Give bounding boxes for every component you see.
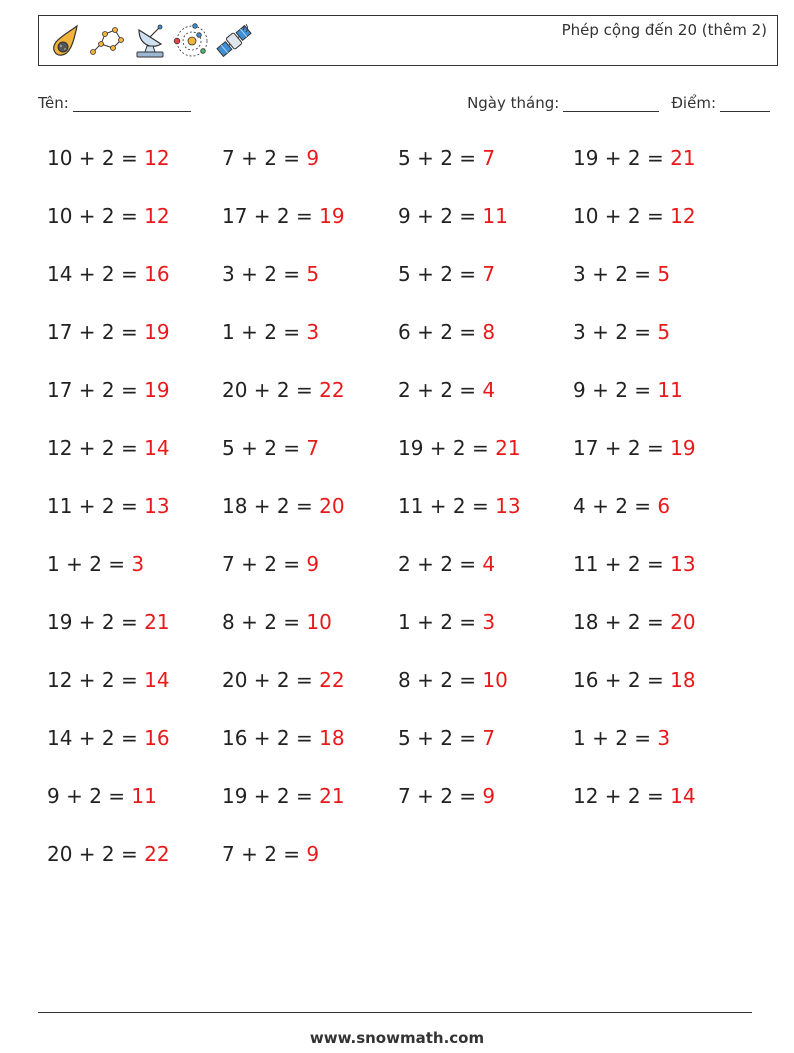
problem-question: 17 + 2 = [573, 436, 664, 460]
problem-item [573, 610, 696, 634]
problem-item [573, 552, 696, 576]
problem-question: 5 + 2 = [398, 726, 477, 750]
problem-question: 1 + 2 = [398, 610, 477, 634]
problem-answer: 4 [482, 552, 496, 576]
problem-answer: 13 [495, 494, 521, 518]
problem-item [573, 320, 670, 344]
problem-question: 8 + 2 = [398, 668, 477, 692]
problem-answer: 22 [319, 378, 345, 402]
problem-item [398, 668, 508, 692]
problem-question: 12 + 2 = [47, 668, 138, 692]
problem-question: 9 + 2 = [398, 204, 477, 228]
problem-question: 3 + 2 = [222, 262, 301, 286]
problem-question: 18 + 2 = [573, 610, 664, 634]
problem-item [47, 842, 170, 866]
problem-answer: 5 [657, 320, 671, 344]
problem-question: 9 + 2 = [573, 378, 652, 402]
problem-item [222, 552, 319, 576]
problem-question: 5 + 2 = [398, 146, 477, 170]
problem-item [398, 204, 508, 228]
problem-question: 16 + 2 = [573, 668, 664, 692]
problem-item [47, 262, 170, 286]
problem-answer: 21 [144, 610, 170, 634]
problem-answer: 6 [657, 494, 671, 518]
problem-answer: 7 [482, 146, 496, 170]
problem-item [398, 436, 521, 460]
problem-answer: 14 [670, 784, 696, 808]
problem-question: 3 + 2 = [573, 320, 652, 344]
problem-item [47, 552, 144, 576]
problem-question: 18 + 2 = [222, 494, 313, 518]
problem-item [47, 146, 170, 170]
problem-item [573, 204, 696, 228]
problem-answer: 3 [657, 726, 671, 750]
problem-question: 14 + 2 = [47, 262, 138, 286]
name-blank [73, 95, 191, 112]
problem-item [47, 610, 170, 634]
problem-answer: 19 [319, 204, 345, 228]
header-box [38, 15, 778, 66]
problem-question: 10 + 2 = [47, 146, 138, 170]
problem-answer: 19 [670, 436, 696, 460]
problem-question: 3 + 2 = [573, 262, 652, 286]
problem-answer: 9 [306, 842, 320, 866]
problem-answer: 7 [482, 262, 496, 286]
problem-item [222, 146, 319, 170]
problem-item [573, 262, 670, 286]
problem-item [398, 494, 521, 518]
problem-question: 19 + 2 = [573, 146, 664, 170]
problem-question: 7 + 2 = [222, 842, 301, 866]
problem-item [222, 784, 345, 808]
problem-item [573, 726, 670, 750]
worksheet-meta [38, 94, 770, 118]
problem-item [47, 436, 170, 460]
name-field [38, 94, 191, 112]
problem-answer: 3 [482, 610, 496, 634]
problem-item [222, 320, 319, 344]
problem-answer: 16 [144, 262, 170, 286]
worksheet-title: Phép cộng đến 20 (thêm 2) [561, 21, 767, 39]
problem-answer: 9 [306, 552, 320, 576]
problem-answer: 19 [144, 320, 170, 344]
problem-question: 1 + 2 = [222, 320, 301, 344]
problem-answer: 5 [306, 262, 320, 286]
problem-question: 1 + 2 = [573, 726, 652, 750]
problem-item [222, 204, 345, 228]
problem-item [398, 726, 495, 750]
problem-answer: 20 [319, 494, 345, 518]
date-blank [563, 95, 659, 112]
problem-item [398, 262, 495, 286]
problem-question: 11 + 2 = [47, 494, 138, 518]
problem-answer: 12 [144, 146, 170, 170]
problem-question: 19 + 2 = [222, 784, 313, 808]
problem-question: 12 + 2 = [47, 436, 138, 460]
problem-question: 16 + 2 = [222, 726, 313, 750]
problem-item [222, 668, 345, 692]
problem-answer: 7 [306, 436, 320, 460]
problem-item [222, 610, 332, 634]
satellite-dish-icon [131, 22, 169, 60]
problem-question: 17 + 2 = [47, 378, 138, 402]
problem-question: 19 + 2 = [47, 610, 138, 634]
problem-question: 5 + 2 = [398, 262, 477, 286]
comet-icon [47, 22, 85, 60]
problem-question: 20 + 2 = [222, 668, 313, 692]
problem-answer: 11 [482, 204, 508, 228]
date-score-fields [467, 94, 770, 112]
problem-item [573, 494, 670, 518]
problem-question: 9 + 2 = [47, 784, 126, 808]
problem-item [398, 610, 495, 634]
score-label: Điểm: [671, 94, 716, 112]
problem-item [222, 262, 319, 286]
problem-answer: 21 [319, 784, 345, 808]
problem-answer: 18 [670, 668, 696, 692]
problem-item [47, 668, 170, 692]
problem-answer: 12 [144, 204, 170, 228]
problem-answer: 7 [482, 726, 496, 750]
problem-item [47, 784, 157, 808]
problem-answer: 22 [319, 668, 345, 692]
problem-item [398, 784, 495, 808]
problem-question: 5 + 2 = [222, 436, 301, 460]
problem-answer: 4 [482, 378, 496, 402]
problem-item [398, 320, 495, 344]
problem-answer: 18 [319, 726, 345, 750]
problem-item [47, 204, 170, 228]
problem-item [573, 436, 696, 460]
problem-question: 11 + 2 = [573, 552, 664, 576]
score-blank [720, 95, 770, 112]
footer-divider [38, 1012, 752, 1013]
problem-answer: 20 [670, 610, 696, 634]
problem-answer: 14 [144, 668, 170, 692]
problem-item [222, 726, 345, 750]
problem-answer: 9 [482, 784, 496, 808]
problem-answer: 11 [657, 378, 683, 402]
icon-strip [47, 22, 253, 60]
problem-question: 4 + 2 = [573, 494, 652, 518]
problem-answer: 10 [482, 668, 508, 692]
problem-item [222, 842, 319, 866]
footer-url: www.snowmath.com [309, 1029, 485, 1047]
problem-question: 10 + 2 = [47, 204, 138, 228]
solar-system-icon [173, 22, 211, 60]
problem-question: 20 + 2 = [222, 378, 313, 402]
problem-answer: 5 [657, 262, 671, 286]
problem-item [47, 494, 170, 518]
problem-item [47, 726, 170, 750]
problem-answer: 21 [670, 146, 696, 170]
problem-item [573, 378, 683, 402]
space-satellite-icon [215, 22, 253, 60]
problem-answer: 12 [670, 204, 696, 228]
problem-answer: 22 [144, 842, 170, 866]
problem-answer: 21 [495, 436, 521, 460]
constellation-icon [89, 22, 127, 60]
problem-answer: 9 [306, 146, 320, 170]
problem-question: 20 + 2 = [47, 842, 138, 866]
problem-question: 14 + 2 = [47, 726, 138, 750]
problem-answer: 8 [482, 320, 496, 344]
date-label: Ngày tháng: [467, 94, 560, 112]
problem-answer: 13 [144, 494, 170, 518]
problem-answer: 11 [131, 784, 157, 808]
problem-item [573, 784, 696, 808]
problem-question: 10 + 2 = [573, 204, 664, 228]
problem-question: 11 + 2 = [398, 494, 489, 518]
problem-item [222, 494, 345, 518]
problem-question: 7 + 2 = [222, 552, 301, 576]
name-label: Tên: [38, 94, 69, 112]
problem-answer: 3 [306, 320, 320, 344]
problem-question: 7 + 2 = [398, 784, 477, 808]
problem-item [398, 552, 495, 576]
problem-answer: 10 [306, 610, 332, 634]
problem-item [398, 146, 495, 170]
problem-question: 1 + 2 = [47, 552, 126, 576]
problem-item [47, 378, 170, 402]
problem-question: 8 + 2 = [222, 610, 301, 634]
problem-item [222, 436, 319, 460]
problem-answer: 16 [144, 726, 170, 750]
problem-answer: 14 [144, 436, 170, 460]
problem-question: 12 + 2 = [573, 784, 664, 808]
problem-item [398, 378, 495, 402]
problem-question: 19 + 2 = [398, 436, 489, 460]
problem-item [573, 668, 696, 692]
problem-answer: 13 [670, 552, 696, 576]
problem-question: 2 + 2 = [398, 378, 477, 402]
problem-question: 7 + 2 = [222, 146, 301, 170]
problem-question: 17 + 2 = [47, 320, 138, 344]
problem-item [222, 378, 345, 402]
problem-item [47, 320, 170, 344]
problem-question: 2 + 2 = [398, 552, 477, 576]
problem-question: 6 + 2 = [398, 320, 477, 344]
problem-question: 17 + 2 = [222, 204, 313, 228]
problem-answer: 3 [131, 552, 145, 576]
problem-item [573, 146, 696, 170]
problem-answer: 19 [144, 378, 170, 402]
